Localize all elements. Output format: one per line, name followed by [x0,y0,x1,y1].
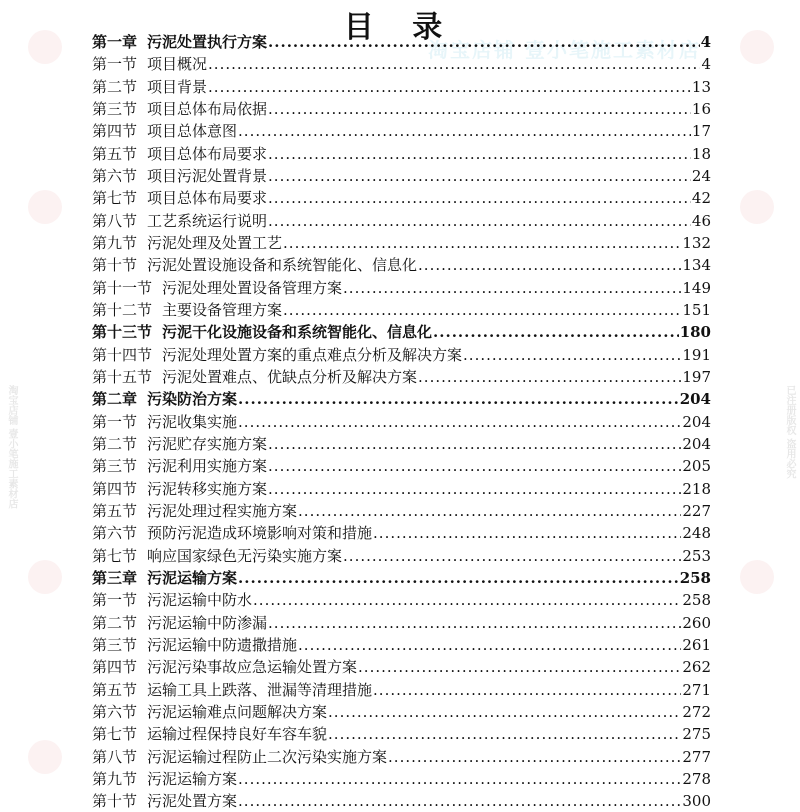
mascot-watermark-icon [28,190,62,224]
toc-entry-number: 第一节 [92,591,138,610]
toc-entry-page-number: 132 [682,233,711,252]
toc-entry-title: 污泥处置方案 [147,792,238,811]
toc-section-entry[interactable] [92,433,711,455]
toc-dot-leader [328,723,681,745]
toc-section-entry[interactable] [92,522,711,544]
toc-dot-leader [463,344,681,366]
toc-entry-title: 项目总体意图 [147,122,238,141]
toc-dot-leader [418,366,681,388]
toc-entry-number: 第九节 [92,233,138,252]
toc-chapter-entry[interactable] [92,388,711,410]
toc-entry-number: 第一章 [92,33,138,51]
toc-dot-leader [238,790,681,812]
toc-entry-title: 污泥污染事故应急运输处置方案 [147,658,358,677]
toc-entry-page-number: 258 [682,591,711,610]
toc-chapter-entry[interactable] [92,31,711,53]
toc-entry-page-number: 205 [682,457,711,476]
toc-section-entry[interactable] [92,478,711,500]
toc-dot-leader [268,165,691,187]
toc-entry-page-number: 272 [682,702,711,721]
toc-entry-page-number: 204 [679,390,711,409]
toc-dot-leader [238,411,681,433]
toc-entry-page-number: 149 [682,278,711,297]
toc-entry-page-number: 258 [679,568,711,587]
toc-entry-title: 污泥处理及处置工艺 [147,233,283,252]
toc-entry-page-number: 17 [691,122,711,141]
toc-section-entry[interactable] [92,455,711,477]
toc-section-entry[interactable] [92,500,711,522]
page-title: 目 录 [343,10,457,46]
toc-dot-leader [238,120,691,142]
toc-entry-number: 第十四节 [92,345,153,364]
toc-entry-title: 项目污泥处置背景 [147,166,268,185]
toc-entry-page-number: 191 [682,345,711,364]
toc-entry-page-number: 277 [682,747,711,766]
toc-entry-title: 污泥运输方案 [147,568,238,587]
toc-entry-title: 污泥运输过程防止二次污染实施方案 [147,747,388,766]
toc-section-entry[interactable] [92,277,711,299]
toc-entry-page-number: 262 [682,658,711,677]
toc-dot-leader [283,232,681,254]
watermark-top: 淘宝店铺 壹小笔施工素材店 [428,38,701,62]
toc-entry-page-number: 151 [682,300,711,319]
toc-section-entry[interactable] [92,98,711,120]
toc-dot-leader [268,31,700,53]
toc-entry-number: 第三节 [92,457,138,476]
toc-section-entry[interactable] [92,589,711,611]
toc-entry-number: 第七节 [92,546,138,565]
toc-entry-number: 第四节 [92,122,138,141]
toc-entry-title: 工艺系统运行说明 [147,211,268,230]
toc-dot-leader [253,589,681,611]
toc-dot-leader [343,545,681,567]
toc-entry-page-number: 204 [682,434,711,453]
toc-entry-title: 预防污泥造成环境影响对策和措施 [147,524,373,543]
toc-entry-number: 第三章 [92,568,138,587]
toc-entry-title: 污泥运输中防遗撒措施 [147,635,298,654]
toc-entry-page-number: 278 [682,769,711,788]
toc-dot-leader [238,768,681,790]
toc-entry-number: 第三节 [92,99,138,118]
toc-entry-number: 第五节 [92,144,138,163]
toc-entry-page-number: 4 [700,33,711,51]
toc-entry-title: 污泥干化设施设备和系统智能化、信息化 [162,323,433,342]
toc-chapter-entry[interactable] [92,567,711,589]
toc-entry-number: 第十三节 [92,323,153,342]
toc-section-entry[interactable] [92,366,711,388]
mascot-watermark-icon [740,560,774,594]
toc-entry-page-number: 16 [691,99,711,118]
mascot-watermark-icon [28,560,62,594]
toc-section-entry[interactable] [92,612,711,634]
toc-entry-number: 第十一节 [92,278,153,297]
toc-section-entry[interactable] [92,723,711,745]
toc-dot-leader [388,746,681,768]
toc-dot-leader [433,321,679,343]
mascot-watermark-icon [740,190,774,224]
toc-entry-title: 污泥处理处置方案的重点难点分析及解决方案 [162,345,463,364]
toc-entry-title: 污泥处置设施设备和系统智能化、信息化 [147,256,418,275]
toc-entry-number: 第一节 [92,55,138,74]
toc-entry-page-number: 134 [682,256,711,275]
toc-entry-title: 项目背景 [147,77,208,96]
toc-entry-number: 第二节 [92,434,138,453]
toc-dot-leader [373,522,681,544]
toc-dot-leader [268,612,681,634]
toc-entry-number: 第六节 [92,702,138,721]
toc-entry-page-number: 197 [682,367,711,386]
toc-entry-page-number: 260 [682,613,711,632]
toc-entry-number: 第六节 [92,166,138,185]
table-of-contents [92,31,711,812]
toc-entry-number: 第十节 [92,256,138,275]
toc-entry-page-number: 18 [691,144,711,163]
toc-dot-leader [238,567,679,589]
toc-entry-number: 第十二节 [92,300,153,319]
toc-entry-title: 污染防治方案 [147,390,238,409]
toc-entry-title: 污泥处理过程实施方案 [147,501,298,520]
mascot-watermark-icon [28,740,62,774]
toc-dot-leader [298,500,681,522]
toc-entry-title: 污泥运输中防水 [147,591,253,610]
toc-section-entry[interactable] [92,768,711,790]
toc-section-entry[interactable] [92,210,711,232]
toc-section-entry[interactable] [92,656,711,678]
toc-dot-leader [283,299,681,321]
watermark-right: 已注册版权 盗用必究 [784,385,795,479]
toc-entry-title: 污泥利用实施方案 [147,457,268,476]
toc-entry-title: 项目总体布局依据 [147,99,268,118]
toc-dot-leader [268,455,681,477]
toc-dot-leader [268,210,691,232]
toc-dot-leader [268,478,681,500]
toc-section-entry[interactable] [92,232,711,254]
toc-entry-title: 运输工具上跌落、泄漏等清理措施 [147,680,373,699]
toc-entry-number: 第九节 [92,769,138,788]
toc-entry-page-number: 13 [691,77,711,96]
toc-dot-leader [343,277,681,299]
toc-entry-number: 第八节 [92,747,138,766]
toc-entry-number: 第四节 [92,658,138,677]
toc-dot-leader [328,701,681,723]
toc-section-entry[interactable] [92,790,711,812]
toc-entry-number: 第四节 [92,479,138,498]
toc-entry-page-number: 271 [682,680,711,699]
toc-entry-number: 第三节 [92,635,138,654]
toc-dot-leader [268,433,681,455]
watermark-left: 淘宝店铺 壹小笔施工素材店 [6,385,17,509]
toc-dot-leader [238,388,679,410]
toc-dot-leader [208,53,700,75]
toc-entry-title: 污泥运输中防渗漏 [147,613,268,632]
toc-entry-page-number: 218 [682,479,711,498]
toc-entry-number: 第五节 [92,680,138,699]
toc-entry-number: 第二节 [92,613,138,632]
toc-section-entry[interactable] [92,53,711,75]
toc-entry-title: 项目概况 [147,55,208,74]
toc-dot-leader [208,76,691,98]
toc-entry-page-number: 253 [682,546,711,565]
toc-entry-number: 第二章 [92,390,138,409]
toc-section-entry[interactable] [92,254,711,276]
toc-dot-leader [268,143,691,165]
toc-dot-leader [373,679,681,701]
toc-entry-title: 污泥运输难点问题解决方案 [147,702,328,721]
toc-entry-page-number: 4 [701,55,711,74]
toc-chapter-entry[interactable] [92,321,711,343]
toc-entry-number: 第八节 [92,211,138,230]
toc-entry-page-number: 227 [682,501,711,520]
toc-entry-title: 运输过程保持良好车容车貌 [147,725,328,744]
toc-entry-number: 第二节 [92,77,138,96]
toc-section-entry[interactable] [92,545,711,567]
toc-entry-page-number: 261 [682,635,711,654]
toc-entry-page-number: 46 [691,211,711,230]
toc-entry-title: 污泥处理处置设备管理方案 [162,278,343,297]
toc-entry-title: 主要设备管理方案 [162,300,283,319]
toc-entry-page-number: 180 [679,323,711,342]
toc-entry-number: 第六节 [92,524,138,543]
toc-section-entry[interactable] [92,746,711,768]
toc-section-entry[interactable] [92,634,711,656]
toc-entry-number: 第五节 [92,501,138,520]
toc-entry-page-number: 204 [682,412,711,431]
toc-entry-title: 污泥处置难点、优缺点分析及解决方案 [162,367,418,386]
toc-dot-leader [298,634,681,656]
toc-entry-title: 污泥贮存实施方案 [147,434,268,453]
toc-section-entry[interactable] [92,299,711,321]
toc-entry-title: 污泥运输方案 [147,769,238,788]
toc-section-entry[interactable] [92,187,711,209]
toc-dot-leader [268,98,691,120]
toc-section-entry[interactable] [92,165,711,187]
toc-section-entry[interactable] [92,411,711,433]
toc-entry-number: 第一节 [92,412,138,431]
toc-entry-page-number: 42 [691,189,711,208]
toc-entry-title: 响应国家绿色无污染实施方案 [147,546,343,565]
toc-dot-leader [418,254,681,276]
toc-entry-page-number: 24 [691,166,711,185]
toc-section-entry[interactable] [92,120,711,142]
toc-section-entry[interactable] [92,76,711,98]
toc-entry-number: 第七节 [92,725,138,744]
toc-entry-number: 第七节 [92,189,138,208]
toc-entry-number: 第十五节 [92,367,153,386]
toc-section-entry[interactable] [92,701,711,723]
toc-entry-number: 第十节 [92,792,138,811]
toc-entry-title: 污泥收集实施 [147,412,238,431]
toc-entry-page-number: 300 [682,792,711,811]
toc-section-entry[interactable] [92,344,711,366]
toc-section-entry[interactable] [92,143,711,165]
toc-entry-title: 污泥处置执行方案 [147,33,268,51]
toc-entry-page-number: 248 [682,524,711,543]
toc-dot-leader [268,187,691,209]
toc-entry-title: 项目总体布局要求 [147,144,268,163]
toc-dot-leader [358,656,681,678]
toc-entry-page-number: 275 [682,725,711,744]
toc-entry-title: 项目总体布局要求 [147,189,268,208]
toc-section-entry[interactable] [92,679,711,701]
toc-entry-title: 污泥转移实施方案 [147,479,268,498]
